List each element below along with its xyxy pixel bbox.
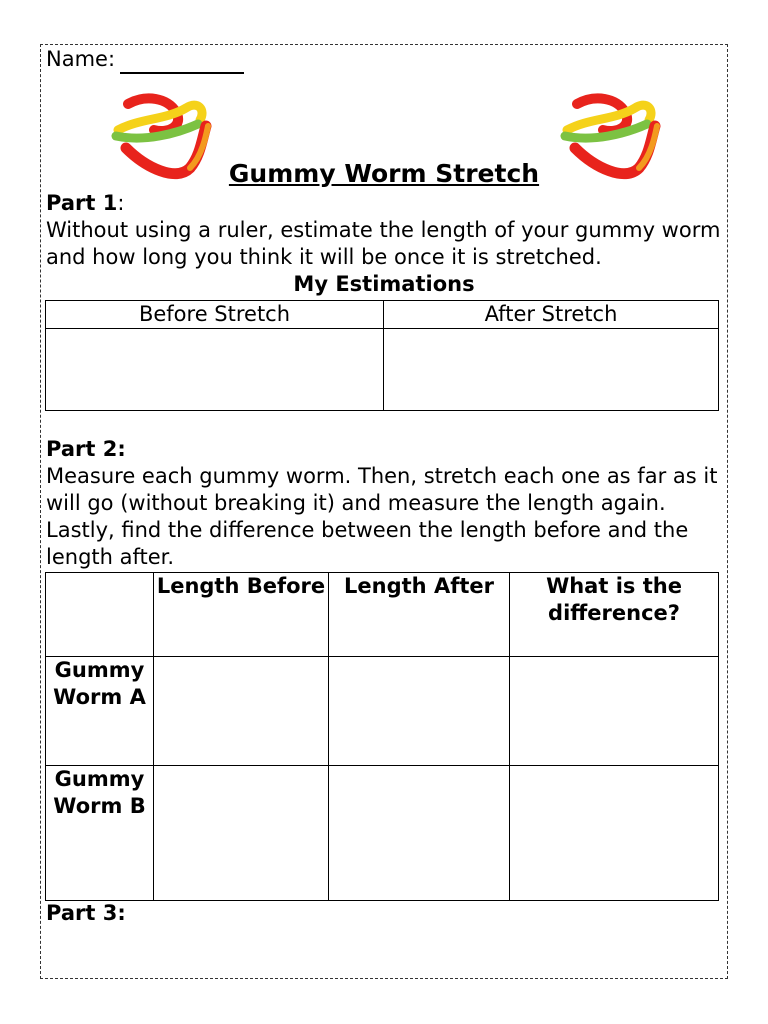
part3-heading: Part 3: — [46, 901, 126, 925]
measurement-header-length-after: Length After — [329, 573, 510, 657]
row-label-worm-a: Gummy Worm A — [46, 657, 154, 766]
measurement-header-blank — [46, 573, 154, 657]
row-label-worm-b: Gummy Worm B — [46, 766, 154, 901]
part2-heading: Part 2: — [46, 437, 126, 461]
part1-heading: Part 1 — [46, 191, 118, 215]
part1-heading-line: Part 1: — [46, 191, 125, 215]
estimations-table — [45, 300, 719, 411]
worm-a-length-after-cell[interactable] — [329, 657, 510, 766]
worm-b-length-before-cell[interactable] — [154, 766, 329, 901]
measurement-header-length-before: Length Before — [154, 573, 329, 657]
worm-a-difference-cell[interactable] — [510, 657, 719, 766]
measurement-table — [45, 572, 719, 901]
measurement-header-difference: What is the difference? — [510, 573, 719, 657]
part1-instructions: Without using a ruler, estimate the length of your gummy worm and how long you think it will be once it is stretched. — [46, 218, 721, 269]
page-title: Gummy Worm Stretch — [228, 159, 540, 188]
part2-instructions: Measure each gummy worm. Then, stretch each one as far as it will go (without breaking it) and measure the length again. Lastly, find the difference between the length before and the length after. — [46, 464, 718, 569]
name-blank-line[interactable] — [120, 72, 244, 74]
name-label: Name: — [46, 47, 116, 71]
worm-a-length-before-cell[interactable] — [154, 657, 329, 766]
worm-b-length-after-cell[interactable] — [329, 766, 510, 901]
estimations-header-after: After Stretch — [384, 301, 719, 329]
estimation-after-cell[interactable] — [384, 329, 719, 411]
estimation-before-cell[interactable] — [46, 329, 384, 411]
estimations-header-before: Before Stretch — [46, 301, 384, 329]
estimations-title: My Estimations — [293, 272, 475, 296]
worm-b-difference-cell[interactable] — [510, 766, 719, 901]
